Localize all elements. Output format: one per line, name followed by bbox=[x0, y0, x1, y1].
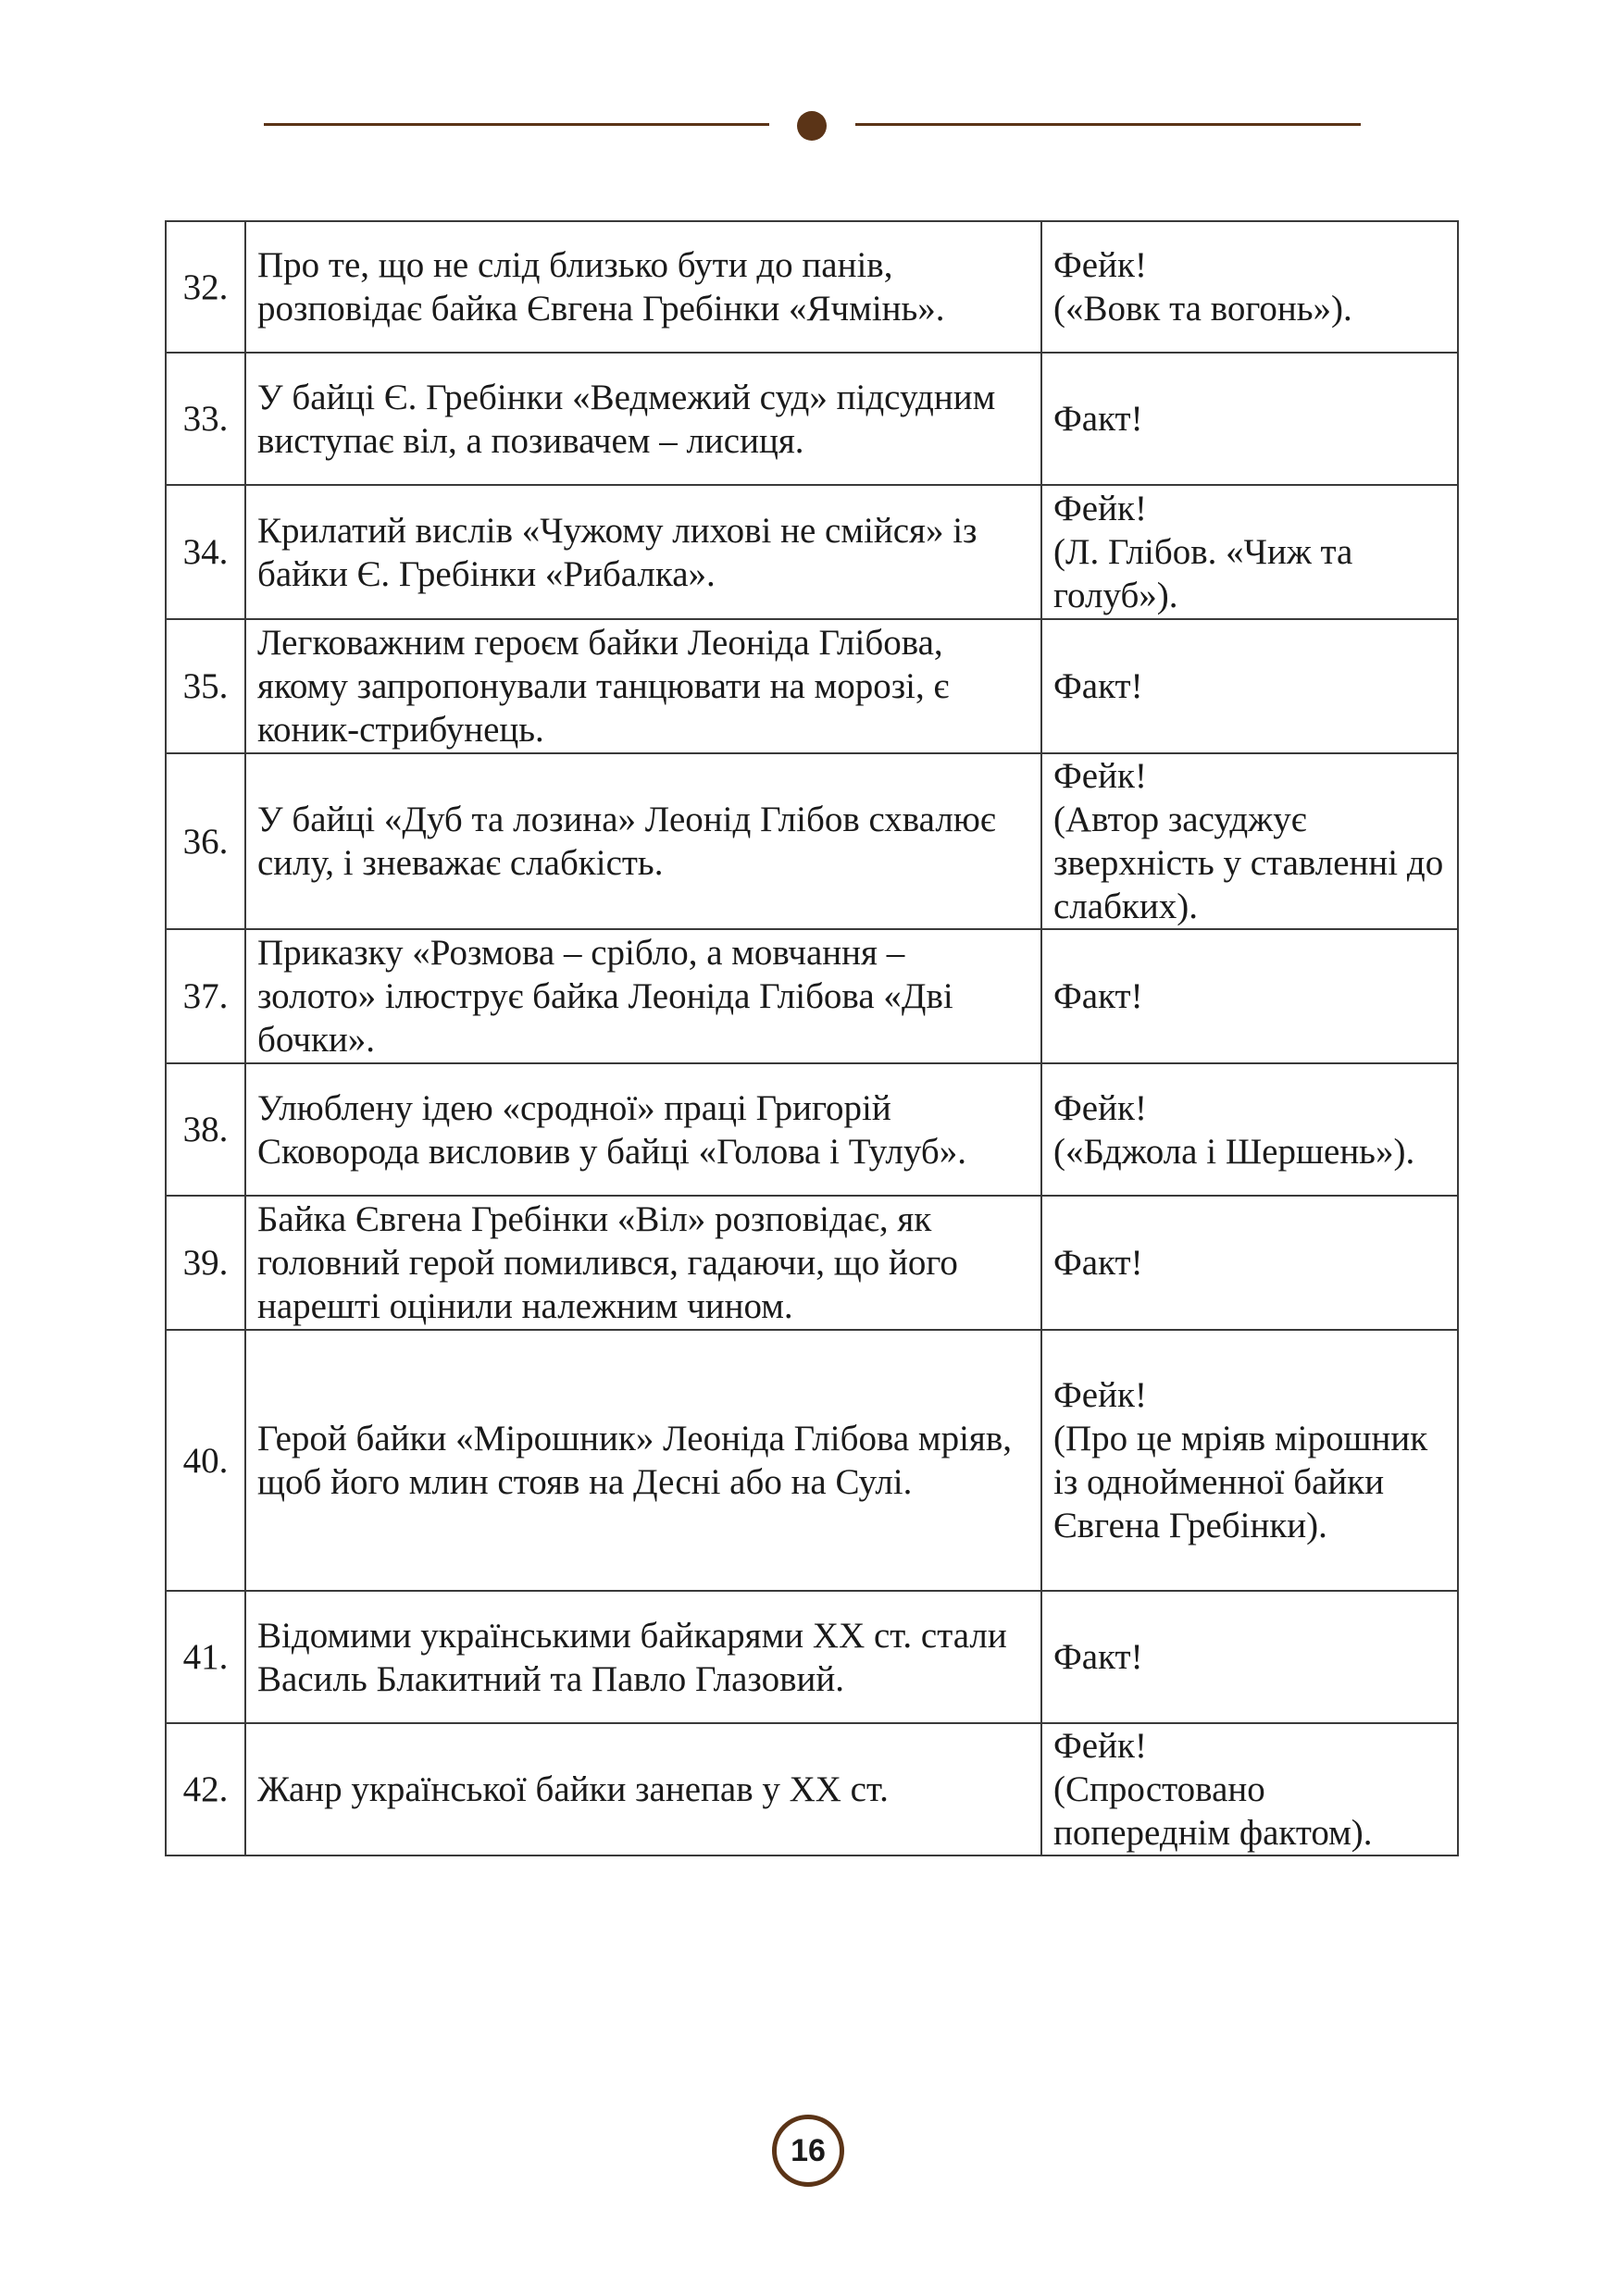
header-divider bbox=[264, 111, 1361, 139]
statement-cell: Про те, що не слід близько бути до панів, розповідає байка Євгена Гребінки «Ячмінь». bbox=[245, 221, 1041, 353]
row-number: 39. bbox=[166, 1196, 245, 1330]
table-row bbox=[166, 1330, 1458, 1591]
row-number: 34. bbox=[166, 485, 245, 619]
statement-cell: Байка Євгена Гребінки «Віл» розповідає, як головний герой помилився, гадаючи, що його нарешті оцінили належним чином. bbox=[245, 1196, 1041, 1330]
verdict-cell: Фейк! (Спростовано попереднім фактом). bbox=[1041, 1723, 1458, 1855]
row-number: 38. bbox=[166, 1063, 245, 1196]
table-row bbox=[166, 485, 1458, 619]
table-row bbox=[166, 221, 1458, 353]
verdict-cell: Факт! bbox=[1041, 1196, 1458, 1330]
row-number: 37. bbox=[166, 929, 245, 1063]
table-row bbox=[166, 929, 1458, 1063]
verdict-cell: Факт! bbox=[1041, 929, 1458, 1063]
verdict-cell: Фейк! (Автор засуджує зверхність у ставленні до слабких). bbox=[1041, 753, 1458, 929]
table-row bbox=[166, 753, 1458, 929]
row-number: 41. bbox=[166, 1591, 245, 1723]
verdict-cell: Фейк! (Про це мріяв мірошник із однойменної байки Євгена Гребінки). bbox=[1041, 1330, 1458, 1591]
verdict-cell: Фейк! («Бджола і Шершень»). bbox=[1041, 1063, 1458, 1196]
row-number: 33. bbox=[166, 353, 245, 485]
page-number: 16 bbox=[772, 2115, 844, 2187]
divider-dot bbox=[797, 111, 827, 141]
divider-line-right bbox=[855, 123, 1361, 126]
statement-cell: Приказку «Розмова – срібло, а мовчання – золото» ілюструє байка Леоніда Глібова «Дві бочки». bbox=[245, 929, 1041, 1063]
divider-line-left bbox=[264, 123, 769, 126]
statement-cell: Герой байки «Мірошник» Леоніда Глібова мріяв, щоб його млин стояв на Десні або на Сулі. bbox=[245, 1330, 1041, 1591]
statement-cell: Крилатий вислів «Чужому лихові не смійся» із байки Є. Гребінки «Рибалка». bbox=[245, 485, 1041, 619]
table-row bbox=[166, 1196, 1458, 1330]
statement-cell: Відомими українськими байкарями ХХ ст. стали Василь Блакитний та Павло Глазовий. bbox=[245, 1591, 1041, 1723]
statement-cell: У байці «Дуб та лозина» Леонід Глібов схвалює силу, і зневажає слабкість. bbox=[245, 753, 1041, 929]
row-number: 40. bbox=[166, 1330, 245, 1591]
table-row bbox=[166, 1723, 1458, 1855]
row-number: 42. bbox=[166, 1723, 245, 1855]
table-row bbox=[166, 353, 1458, 485]
table-row bbox=[166, 619, 1458, 753]
table-row bbox=[166, 1063, 1458, 1196]
verdict-cell: Факт! bbox=[1041, 619, 1458, 753]
statement-cell: У байці Є. Гребінки «Ведмежий суд» підсудним виступає віл, а позивачем – лисиця. bbox=[245, 353, 1041, 485]
statement-cell: Жанр української байки занепав у ХХ ст. bbox=[245, 1723, 1041, 1855]
table-row bbox=[166, 1591, 1458, 1723]
statement-cell: Улюблену ідею «сродної» праці Григорій Сковорода висловив у байці «Голова і Тулуб». bbox=[245, 1063, 1041, 1196]
statement-cell: Легковажним героєм байки Леоніда Глібова, якому запропонували танцювати на морозі, є коник-стрибунець. bbox=[245, 619, 1041, 753]
verdict-cell: Факт! bbox=[1041, 353, 1458, 485]
verdict-cell: Факт! bbox=[1041, 1591, 1458, 1723]
row-number: 32. bbox=[166, 221, 245, 353]
verdict-cell: Фейк! (Л. Глібов. «Чиж та голуб»). bbox=[1041, 485, 1458, 619]
verdict-cell: Фейк! («Вовк та вогонь»). bbox=[1041, 221, 1458, 353]
fact-or-fake-table bbox=[165, 220, 1459, 1856]
row-number: 36. bbox=[166, 753, 245, 929]
row-number: 35. bbox=[166, 619, 245, 753]
